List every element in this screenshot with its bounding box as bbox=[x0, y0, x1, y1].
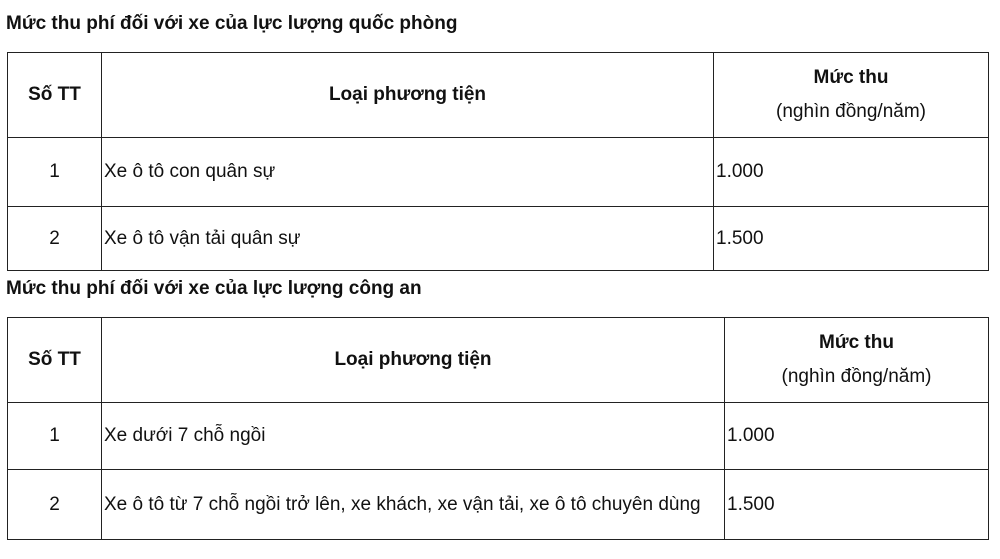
header-vehicle-type: Loại phương tiện bbox=[102, 53, 714, 138]
table-header-row bbox=[8, 318, 989, 403]
cell-stt: 1 bbox=[8, 138, 102, 207]
table-row bbox=[8, 470, 989, 540]
cell-fee: 1.000 bbox=[725, 403, 989, 470]
section-title-defense: Mức thu phí đối với xe của lực lượng quốc phòng bbox=[6, 13, 458, 34]
header-fee bbox=[714, 53, 989, 138]
header-stt: Số TT bbox=[8, 53, 102, 138]
header-fee-unit: (nghìn đồng/năm) bbox=[781, 366, 932, 387]
header-fee-main: Mức thu bbox=[813, 67, 889, 88]
cell-fee: 1.000 bbox=[714, 138, 989, 207]
cell-vehicle-type: Xe ô tô từ 7 chỗ ngồi trở lên, xe khách, xe vận tải, xe ô tô chuyên dùng bbox=[102, 470, 725, 540]
header-fee-main: Mức thu bbox=[819, 332, 894, 353]
table-header-row bbox=[8, 53, 989, 138]
cell-vehicle-type: Xe dưới 7 chỗ ngồi bbox=[102, 403, 725, 470]
header-fee-unit: (nghìn đồng/năm) bbox=[776, 101, 926, 122]
cell-stt: 1 bbox=[8, 403, 102, 470]
header-stt: Số TT bbox=[8, 318, 102, 403]
cell-fee: 1.500 bbox=[725, 470, 989, 540]
section-title-police: Mức thu phí đối với xe của lực lượng công an bbox=[6, 278, 422, 299]
cell-stt: 2 bbox=[8, 207, 102, 271]
cell-stt: 2 bbox=[8, 470, 102, 540]
header-fee bbox=[725, 318, 989, 403]
cell-fee: 1.500 bbox=[714, 207, 989, 271]
table-row bbox=[8, 207, 989, 271]
cell-vehicle-type: Xe ô tô vận tải quân sự bbox=[102, 207, 714, 271]
header-vehicle-type: Loại phương tiện bbox=[102, 318, 725, 403]
cell-vehicle-type: Xe ô tô con quân sự bbox=[102, 138, 714, 207]
table-row bbox=[8, 138, 989, 207]
table-row bbox=[8, 403, 989, 470]
fee-table-defense bbox=[7, 52, 989, 271]
fee-table-police bbox=[7, 317, 989, 540]
